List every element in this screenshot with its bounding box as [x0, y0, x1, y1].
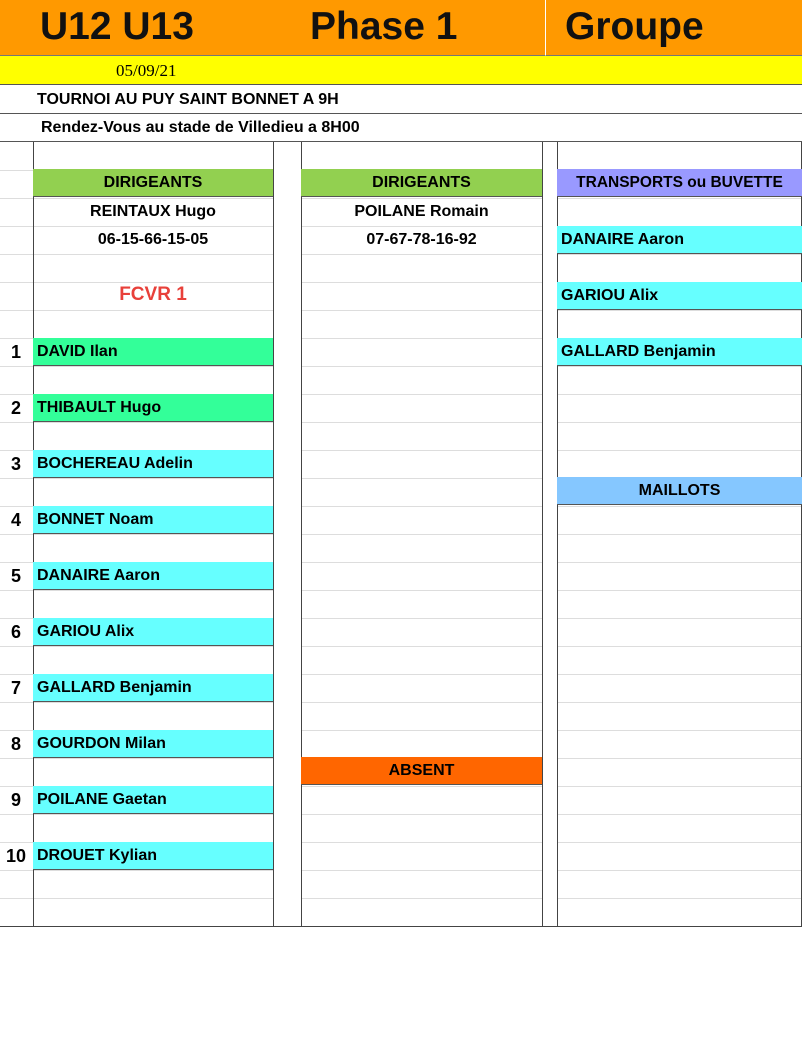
col1-manager-name: REINTAUX Hugo: [90, 203, 216, 220]
grid-line: [557, 506, 802, 507]
grid-line: [557, 646, 802, 647]
grid-line: [0, 702, 33, 703]
grid-line: [0, 422, 33, 423]
grid-line: [0, 226, 33, 227]
grid-line: [0, 534, 33, 535]
grid-line: [33, 422, 273, 423]
player-number: 1: [10, 342, 21, 362]
meeting-line: [0, 114, 802, 142]
grid-line: [33, 590, 273, 591]
player-number: 10: [5, 846, 27, 866]
player-number: 6: [10, 622, 21, 642]
grid-line: [301, 338, 542, 339]
col2-manager-phone: 07-67-78-16-92: [366, 231, 477, 248]
grid-line: [33, 702, 273, 703]
grid-line: [33, 478, 273, 479]
column-divider: [301, 142, 302, 926]
grid-line: [0, 870, 33, 871]
player-number: 4: [10, 510, 21, 530]
grid-line: [557, 870, 802, 871]
player-name: GARIOU Alix: [33, 618, 273, 646]
grid-line: [301, 898, 542, 899]
grid-line: [557, 814, 802, 815]
col1-manager-phone: 06-15-66-15-05: [97, 231, 209, 248]
grid-line: [301, 506, 542, 507]
grid-line: [0, 590, 33, 591]
meeting-text: Rendez-Vous au stade de Villedieu a 8H00: [41, 119, 360, 136]
grid-line: [301, 394, 542, 395]
grid-line: [0, 366, 33, 367]
grid-line: [33, 898, 273, 899]
grid-line: [33, 646, 273, 647]
grid-line: [301, 814, 542, 815]
team-name: FCVR 1: [119, 284, 187, 305]
player-name: POILANE Gaetan: [33, 786, 273, 814]
title-category: U12 U13: [40, 5, 194, 48]
grid-line: [33, 758, 273, 759]
grid-line: [557, 842, 802, 843]
player-name: DROUET Kylian: [33, 842, 273, 870]
grid-line: [557, 674, 802, 675]
grid-line: [301, 618, 542, 619]
grid-line: [557, 590, 802, 591]
grid-line: [0, 170, 33, 171]
player-number: 3: [10, 454, 21, 474]
grid-line: [557, 450, 802, 451]
grid-line: [0, 198, 33, 199]
grid-line: [0, 254, 33, 255]
maillots-heading: MAILLOTS: [557, 477, 802, 505]
grid-line: [0, 646, 33, 647]
grid-line: [0, 758, 33, 759]
grid-line: [33, 254, 273, 255]
grid-line: [301, 590, 542, 591]
grid-line: [557, 366, 802, 367]
grid-line: [557, 898, 802, 899]
player-number: 9: [10, 790, 21, 810]
player-number: 5: [10, 566, 21, 586]
grid-line: [301, 870, 542, 871]
player-number: 8: [10, 734, 21, 754]
grid-line: [301, 674, 542, 675]
grid-line: [301, 366, 542, 367]
col2-dirigeants-heading: DIRIGEANTS: [301, 169, 542, 197]
grid-line: [557, 254, 802, 255]
grid-line: [557, 702, 802, 703]
transports-heading: TRANSPORTS ou BUVETTE: [557, 169, 802, 197]
player-name: GOURDON Milan: [33, 730, 273, 758]
title-group-cell: [545, 0, 802, 56]
grid-line: [557, 758, 802, 759]
grid-line: [301, 646, 542, 647]
col2-manager-name: POILANE Romain: [354, 203, 489, 220]
grid-line: [301, 730, 542, 731]
player-name: DANAIRE Aaron: [33, 562, 273, 590]
match-date: 05/09/21: [116, 61, 177, 80]
grid-line: [0, 898, 33, 899]
player-name: DAVID Ilan: [33, 338, 273, 366]
title-bar: [0, 0, 545, 56]
grid-line: [301, 310, 542, 311]
player-name: GALLARD Benjamin: [33, 674, 273, 702]
col1-dirigeants-heading: DIRIGEANTS: [33, 169, 273, 197]
grid-bottom-line: [0, 926, 802, 927]
transport-driver: GARIOU Alix: [557, 282, 802, 310]
grid-line: [33, 310, 273, 311]
transport-driver: GALLARD Benjamin: [557, 338, 802, 366]
grid-line: [557, 422, 802, 423]
tournament-line: [0, 86, 802, 114]
title-group: Groupe: [565, 5, 704, 48]
grid-line: [557, 310, 802, 311]
grid-line: [33, 870, 273, 871]
grid-line: [0, 478, 33, 479]
column-divider: [273, 142, 274, 926]
grid-line: [301, 478, 542, 479]
grid-line: [33, 814, 273, 815]
grid-line: [301, 842, 542, 843]
player-number: 7: [10, 678, 21, 698]
title-phase: Phase 1: [310, 5, 458, 48]
grid-line: [557, 534, 802, 535]
transport-driver: DANAIRE Aaron: [557, 226, 802, 254]
grid-line: [301, 534, 542, 535]
column-divider: [557, 142, 558, 926]
grid-line: [301, 786, 542, 787]
player-number: 2: [10, 398, 21, 418]
grid-line: [33, 534, 273, 535]
grid-line: [301, 702, 542, 703]
grid-line: [301, 562, 542, 563]
grid-line: [33, 366, 273, 367]
grid-line: [557, 394, 802, 395]
grid-line: [0, 814, 33, 815]
date-bar: [0, 56, 802, 85]
grid-line: [301, 422, 542, 423]
player-name: BONNET Noam: [33, 506, 273, 534]
column-divider: [542, 142, 543, 926]
grid-line: [557, 730, 802, 731]
grid-line: [301, 254, 542, 255]
grid-line: [0, 282, 33, 283]
grid-line: [301, 450, 542, 451]
tournament-text: TOURNOI AU PUY SAINT BONNET A 9H: [37, 91, 339, 108]
absent-heading: ABSENT: [301, 757, 542, 785]
grid-line: [557, 562, 802, 563]
grid-line: [0, 310, 33, 311]
grid-line: [301, 282, 542, 283]
grid-line: [557, 786, 802, 787]
grid-line: [557, 618, 802, 619]
player-name: BOCHEREAU Adelin: [33, 450, 273, 478]
player-name: THIBAULT Hugo: [33, 394, 273, 422]
grid-line: [557, 198, 802, 199]
